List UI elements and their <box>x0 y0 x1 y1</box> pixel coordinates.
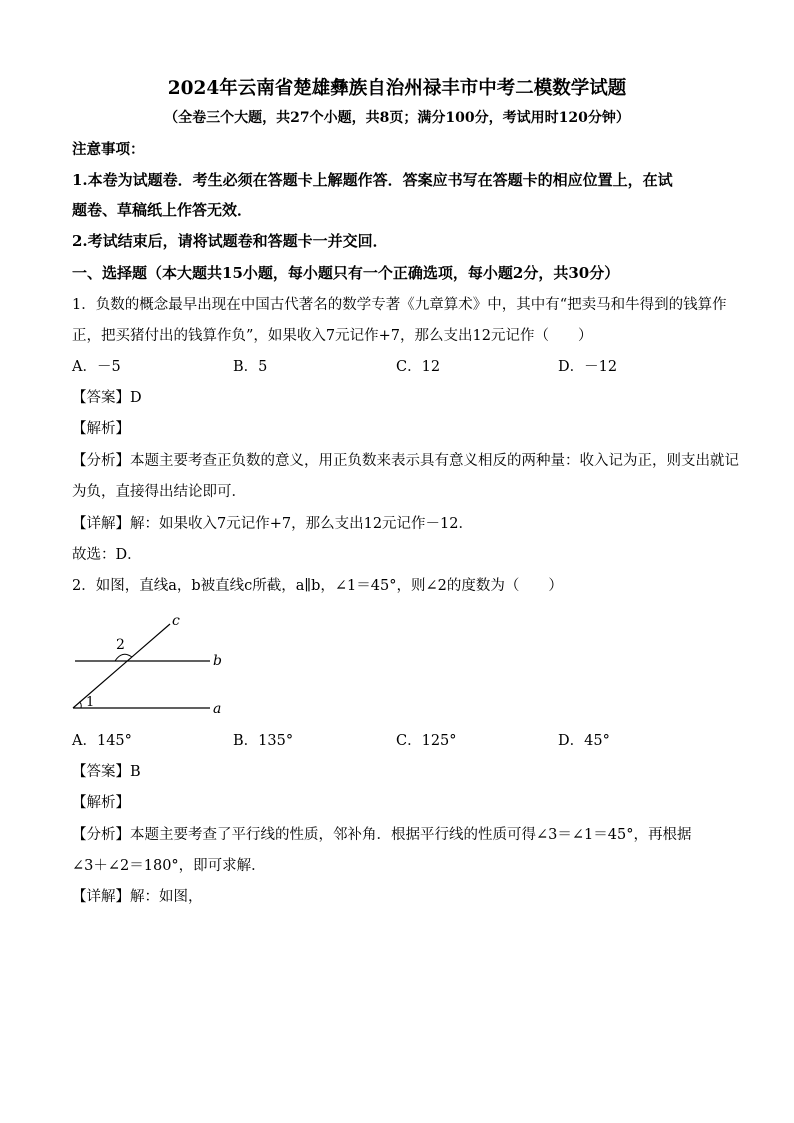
q1-option-a: A．－5 <box>72 359 121 375</box>
page-title: 2024年云南省楚雄彝族自治州禄丰市中考二模数学试题 <box>167 78 627 99</box>
q1-analysis-line-1: 【分析】本题主要考查正负数的意义，用正负数来表示具有意义相反的两种量：收入记为正，则支出就记 <box>72 453 739 469</box>
parallel-lines-figure <box>66 610 236 720</box>
q2-stem: 2．如图，直线a，b被直线c所截，a∥b，∠1＝45°，则∠2的度数为（ ） <box>72 578 563 594</box>
q2-analysis-line-2: ∠3＋∠2＝180°，即可求解． <box>72 858 266 874</box>
q1-answer: 【答案】D <box>72 390 142 406</box>
q1-analysis-line-2: 为负，直接得出结论即可． <box>72 484 246 500</box>
q2-analysis-label: 【解析】 <box>72 795 130 811</box>
label-a: a <box>213 701 222 717</box>
notice-item-2: 2.考试结束后，请将试题卷和答题卡一并交回． <box>72 232 388 250</box>
q1-option-b: B．5 <box>233 359 268 375</box>
q1-detail: 【详解】解：如果收入7元记作+7，那么支出12元记作－12． <box>72 516 473 532</box>
q2-analysis-line-1: 【分析】本题主要考查了平行线的性质，邻补角．根据平行线的性质可得∠3＝∠1＝45°，再根据 <box>72 827 692 843</box>
label-angle-1: 1 <box>86 695 95 710</box>
notice-item-1-line-1: 1.本卷为试题卷．考生必须在答题卡上解题作答．答案应书写在答题卡的相应位置上，在试 <box>72 171 673 189</box>
q2-option-a: A．145° <box>72 733 132 749</box>
q1-stem-line-1: 1．负数的概念最早出现在中国古代著名的数学专著《九章算术》中，其中有“把卖马和牛得到的钱算作 <box>72 297 727 313</box>
q2-option-d: D．45° <box>558 733 610 749</box>
angle-2-arc <box>115 654 132 661</box>
label-angle-2: 2 <box>116 637 125 653</box>
label-c: c <box>172 613 180 629</box>
q2-option-b: B．135° <box>233 733 294 749</box>
q1-option-d: D．－12 <box>558 359 618 375</box>
q1-conclusion: 故选：D． <box>72 547 142 563</box>
label-b: b <box>213 653 222 669</box>
notice-item-1-line-2: 题卷、草稿纸上作答无效． <box>72 201 253 219</box>
q2-answer: 【答案】B <box>72 764 141 780</box>
q1-stem-line-2: 正，把买猪付出的钱算作负”，如果收入7元记作+7，那么支出12元记作（ ） <box>72 328 593 344</box>
q1-analysis-label: 【解析】 <box>72 421 130 437</box>
exam-info: （全卷三个大题，共27个小题，共8页；满分100分，考试用时120分钟） <box>164 110 630 126</box>
q1-option-c: C．12 <box>396 359 441 375</box>
section-1-heading: 一、选择题（本大题共15小题，每小题只有一个正确选项，每小题2分，共30分） <box>72 264 620 282</box>
notice-heading: 注意事项： <box>72 141 145 158</box>
q2-detail: 【详解】解：如图， <box>72 889 203 905</box>
q2-option-c: C．125° <box>396 733 457 749</box>
